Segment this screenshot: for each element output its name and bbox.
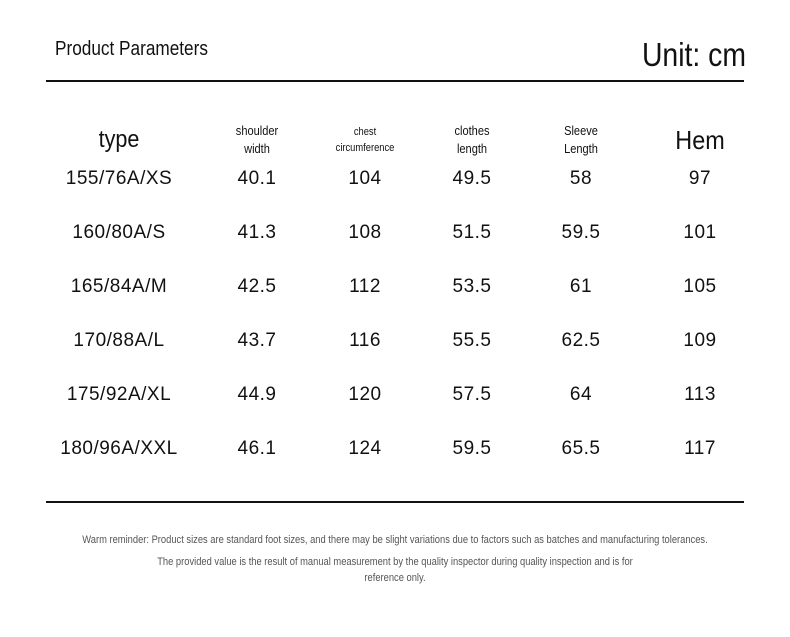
column-header-line: width [244, 141, 270, 156]
measurement-cell-hem: 105 [683, 276, 717, 297]
unit-label: Unit: cm [641, 36, 746, 73]
column-header-type [96, 110, 141, 170]
reminder-note-line-2: The provided value is the result of manual measurement by the quality inspector during quality inspection and is for [157, 556, 633, 568]
column-header-line: length [456, 141, 488, 156]
bottom-divider [46, 501, 744, 503]
measurement-cell-clothes-length: 57.5 [452, 384, 492, 405]
size-label-cell: 165/84A/M [70, 276, 168, 297]
measurement-cell-sleeve-length: 61 [569, 276, 593, 297]
measurement-cell-sleeve-length: 62.5 [561, 330, 601, 351]
measurement-cell-chest-circumference: 116 [349, 330, 381, 351]
measurement-cell-shoulder-width: 44.9 [237, 384, 277, 405]
column-header-line: chest [353, 126, 377, 138]
measurement-cell-hem: 113 [684, 384, 716, 405]
measurement-cell-chest-circumference: 104 [348, 168, 382, 189]
size-label-cell: 160/80A/S [72, 222, 166, 243]
page-title: Product Parameters [55, 38, 208, 60]
reminder-note-line-3: reference only. [364, 572, 426, 584]
measurement-cell-chest-circumference: 108 [348, 222, 382, 243]
measurement-cell-sleeve-length: 58 [569, 168, 593, 189]
column-header-sleeve-length [561, 110, 601, 170]
measurement-cell-shoulder-width: 40.1 [237, 168, 277, 189]
measurement-cell-shoulder-width: 42.5 [237, 276, 277, 297]
measurement-cell-hem: 97 [688, 168, 712, 189]
top-divider [46, 80, 744, 82]
measurement-cell-hem: 109 [683, 330, 717, 351]
column-header-line: type [98, 126, 140, 153]
measurement-cell-clothes-length: 53.5 [452, 276, 492, 297]
measurement-cell-chest-circumference: 124 [348, 438, 382, 459]
column-header-shoulder-width [232, 110, 282, 170]
size-label-cell: 175/92A/XL [66, 384, 172, 405]
measurement-cell-shoulder-width: 43.7 [237, 330, 277, 351]
column-header-line: Hem [675, 124, 725, 155]
reminder-note-line-1: Warm reminder: Product sizes are standard foot sizes, and there may be slight variations due to factors such as batches and manufacturing tolerances. [82, 534, 708, 546]
column-header-line: shoulder [235, 123, 279, 138]
measurement-cell-clothes-length: 49.5 [452, 168, 492, 189]
column-header-clothes-length [451, 110, 492, 170]
measurement-cell-chest-circumference: 120 [348, 384, 382, 405]
measurement-cell-shoulder-width: 46.1 [237, 438, 277, 459]
measurement-cell-sleeve-length: 65.5 [561, 438, 601, 459]
column-header-line: Sleeve [564, 123, 598, 138]
measurement-cell-clothes-length: 55.5 [452, 330, 492, 351]
size-label-cell: 180/96A/XXL [60, 438, 178, 459]
measurement-cell-hem: 117 [684, 438, 716, 459]
measurement-cell-sleeve-length: 59.5 [561, 222, 601, 243]
column-header-line: circumference [335, 142, 395, 154]
size-label-cell: 170/88A/L [73, 330, 165, 351]
column-header-hem [673, 110, 728, 170]
measurement-cell-shoulder-width: 41.3 [237, 222, 277, 243]
measurement-cell-clothes-length: 51.5 [452, 222, 492, 243]
column-header-line: clothes [454, 123, 490, 138]
column-header-chest-circumference [330, 110, 399, 170]
measurement-cell-chest-circumference: 112 [349, 276, 381, 297]
measurement-cell-clothes-length: 59.5 [452, 438, 492, 459]
measurement-cell-sleeve-length: 64 [569, 384, 593, 405]
column-header-line: Length [564, 141, 598, 156]
measurement-cell-hem: 101 [683, 222, 717, 243]
size-label-cell: 155/76A/XS [65, 168, 173, 189]
